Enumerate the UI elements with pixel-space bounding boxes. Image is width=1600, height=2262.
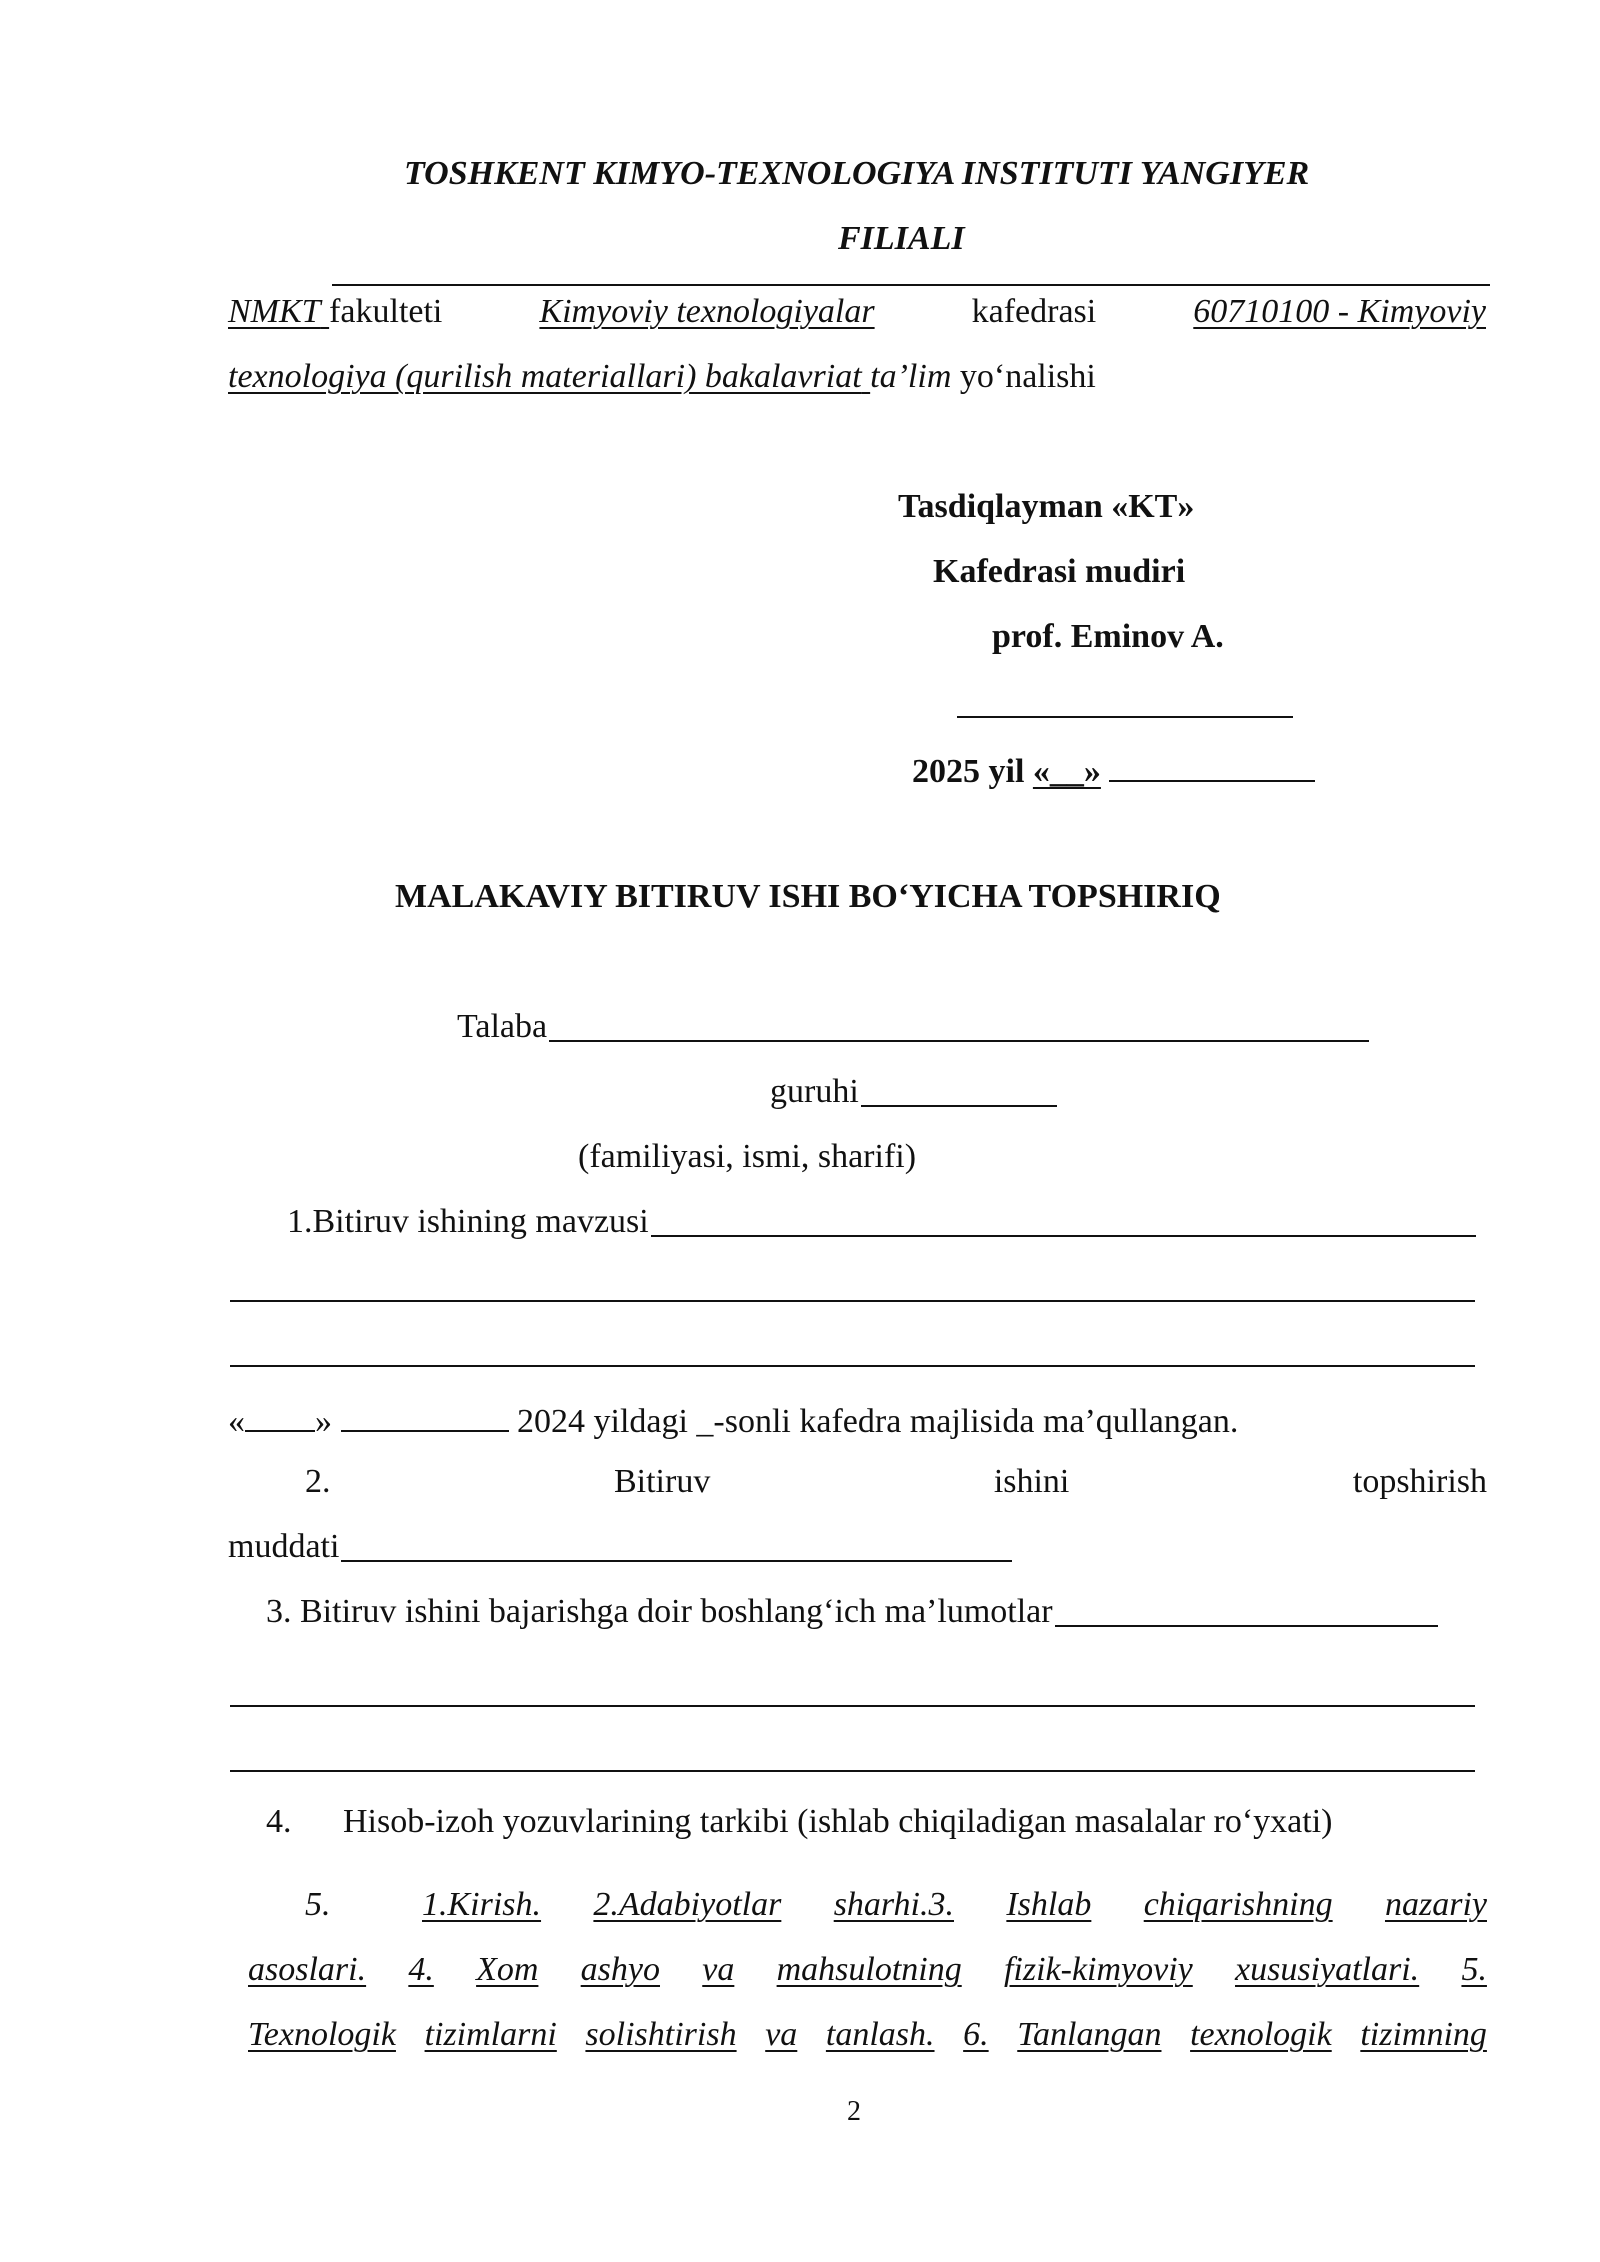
item5-word: Texnologik xyxy=(248,2016,396,2053)
institute-title-line2: FILIALI xyxy=(838,220,965,257)
department-name: Kimyoviy texnologiyalar xyxy=(539,293,875,330)
item5-word: Ishlab xyxy=(1006,1886,1092,1923)
topic-blank xyxy=(651,1205,1476,1237)
faculty-name: NMKT xyxy=(228,293,321,330)
approval-date xyxy=(912,750,1315,789)
page-number: 2 xyxy=(847,2096,861,2127)
item5-word: fizik-kimyoviy xyxy=(1003,1951,1193,1988)
deadline-line-1 xyxy=(305,1465,1487,1499)
faculty-group xyxy=(228,295,442,329)
deadline-word-4: topshirish xyxy=(1352,1463,1487,1500)
topic-blank-line-2 xyxy=(230,1300,1475,1302)
direction-line xyxy=(228,360,1096,394)
student-name-blank xyxy=(549,1010,1369,1042)
document-title: MALAKAVIY BITIRUV ISHI BO‘YICHA TOPSHIRIQ xyxy=(395,878,1221,915)
item5-word: asoslari. xyxy=(248,1951,367,1988)
head-title: Kafedrasi mudiri xyxy=(933,553,1186,590)
item5-word: tizimlarni xyxy=(424,2016,557,2053)
item5-line-3 xyxy=(248,2018,1487,2052)
signature-line xyxy=(957,716,1293,718)
month-blank xyxy=(1109,750,1315,782)
group-line xyxy=(770,1075,1057,1109)
item5-word: mahsulotning xyxy=(776,1951,962,1988)
approved-line xyxy=(228,1400,1238,1439)
approved-quote-open: « xyxy=(228,1403,245,1440)
item5-word: sharhi.3. xyxy=(833,1886,954,1923)
item5-word: Tanlangan xyxy=(1017,2016,1162,2053)
direction-word: yo‘nalishi xyxy=(959,358,1096,395)
department-word: kafedrasi xyxy=(971,293,1097,330)
approved-quote-close: » xyxy=(315,1403,332,1440)
item5-word: va xyxy=(765,2016,798,2053)
topic-blank-line-3 xyxy=(230,1365,1475,1367)
year-label: 2025 yil xyxy=(912,753,1025,790)
direction-code: 60710100 - Kimyoviy xyxy=(1193,293,1486,330)
deadline-word-2: Bitiruv xyxy=(613,1463,711,1500)
topic-label: 1.Bitiruv ishining mavzusi xyxy=(287,1203,649,1240)
item5-num: 5. xyxy=(305,1886,331,1923)
group-label: guruhi xyxy=(770,1073,859,1110)
contents-num: 4. xyxy=(266,1803,292,1840)
initial-data-blank-line-2 xyxy=(230,1705,1475,1707)
item5-word: 6. xyxy=(963,2016,989,2053)
deadline-blank xyxy=(341,1530,1012,1562)
item5-word: solishtirish xyxy=(585,2016,737,2053)
date-quotes: «__» xyxy=(1032,753,1101,790)
initial-data-blank-line-3 xyxy=(230,1770,1475,1772)
approved-day-blank xyxy=(245,1400,315,1432)
student-label: Talaba xyxy=(457,1008,548,1045)
faculty-line xyxy=(228,295,1486,329)
header-rule xyxy=(332,284,1490,286)
item5-word: Xom xyxy=(476,1951,539,1988)
faculty-word: fakulteti xyxy=(329,293,443,330)
item5-word: 2.Adabiyotlar xyxy=(593,1886,782,1923)
item5-word: va xyxy=(702,1951,735,1988)
group-blank xyxy=(861,1075,1057,1107)
approved-month-blank xyxy=(341,1400,509,1432)
item5-line-1 xyxy=(422,1888,1487,1922)
deadline-word-1: 2. xyxy=(305,1463,331,1500)
item5-word: 5. xyxy=(1461,1951,1487,1988)
institute-title-line1: TOSHKENT KIMYO-TEXNOLOGIYA INSTITUTI YANGIYER xyxy=(404,155,1310,192)
item5-line-2 xyxy=(248,1953,1487,1987)
item5-word: nazariy xyxy=(1384,1886,1487,1923)
initial-data-label: 3. Bitiruv ishini bajarishga doir boshlang‘ich ma’lumotlar xyxy=(266,1593,1053,1630)
deadline-label: muddati xyxy=(228,1528,340,1565)
item5-word: 1.Kirish. xyxy=(422,1886,542,1923)
student-line xyxy=(457,1010,1369,1044)
item5-word: 4. xyxy=(408,1951,434,1988)
item5-word: chiqarishning xyxy=(1143,1886,1333,1923)
student-hint: (familiyasi, ismi, sharifi) xyxy=(578,1138,917,1175)
direction-tail: ta’lim xyxy=(870,358,952,395)
contents-text: Hisob-izoh yozuvlarining tarkibi (ishlab chiqiladigan masalalar ro‘yxati) xyxy=(343,1803,1333,1840)
approve-label: Tasdiqlayman «KT» xyxy=(898,488,1195,525)
deadline-line-2 xyxy=(228,1530,1012,1564)
item5-word: tizimning xyxy=(1360,2016,1487,2053)
item5-word: ashyo xyxy=(580,1951,660,1988)
approved-text: 2024 yildagi _-sonli kafedra majlisida ma’qullangan. xyxy=(517,1403,1239,1440)
deadline-word-3: ishini xyxy=(993,1463,1070,1500)
head-name: prof. Eminov A. xyxy=(992,618,1224,655)
item5-word: xususiyatlari. xyxy=(1235,1951,1420,1988)
topic-line xyxy=(287,1205,1476,1239)
direction-name: texnologiya (qurilish materiallari) bakalavriat xyxy=(228,358,862,395)
initial-data-blank xyxy=(1055,1595,1438,1627)
item5-word: texnologik xyxy=(1190,2016,1332,2053)
item5-word: tanlash. xyxy=(825,2016,935,2053)
initial-data-line xyxy=(266,1595,1438,1629)
